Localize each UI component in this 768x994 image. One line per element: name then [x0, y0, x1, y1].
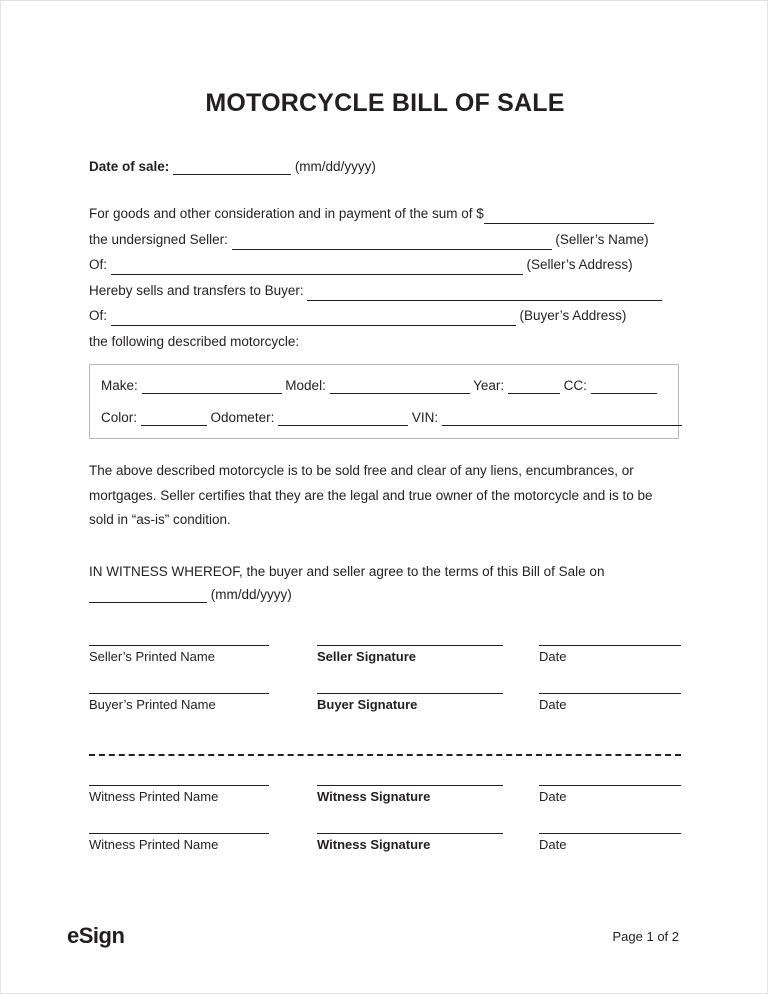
buyer-name-input[interactable] [307, 282, 662, 301]
signature-rule [539, 785, 681, 786]
motorcycle-details-box [89, 364, 679, 439]
signature-row-seller [89, 645, 681, 693]
witness-row-1 [89, 785, 681, 833]
color-label: Color: [101, 410, 138, 425]
make-label: Make: [101, 378, 138, 393]
body-line-suffix: (Buyer’s Address) [515, 308, 627, 323]
body-line [89, 282, 681, 301]
esign-logo-e: e [67, 923, 79, 948]
signature-rule [539, 693, 681, 694]
date-of-sale-format-hint: (mm/dd/yyyy) [294, 159, 376, 174]
cc-input[interactable] [591, 378, 657, 394]
body-line-text: the undersigned Seller: [89, 231, 232, 247]
seller-date-cell[interactable] [539, 645, 681, 664]
buyer-signature-cell[interactable] [317, 693, 503, 712]
signature-rule [317, 645, 503, 646]
model-input[interactable] [330, 378, 470, 394]
page-number: Page 1 of 2 [612, 929, 679, 944]
agreement-body [89, 205, 681, 357]
page-title: MOTORCYCLE BILL OF SALE [205, 89, 565, 117]
body-line-text: For goods and other consideration and in payment of the sum of $ [89, 206, 484, 221]
signature-rule [89, 833, 269, 834]
buyer-date-cell[interactable] [539, 693, 681, 712]
body-line [89, 205, 681, 224]
signature-rule [317, 785, 503, 786]
agreement-date-input[interactable] [89, 587, 207, 603]
signature-rule [89, 693, 269, 694]
year-label: Year: [473, 378, 505, 393]
vin-label: VIN: [411, 410, 439, 425]
body-line [89, 333, 681, 351]
witness-date-label: Date [539, 837, 567, 852]
motorcycle-details-row-2 [101, 410, 682, 426]
seller-date-label: Date [539, 649, 567, 664]
cc-label: CC: [563, 378, 587, 393]
seller-printed-name-label: Seller’s Printed Name [89, 649, 215, 664]
seller-address-input[interactable] [111, 256, 523, 275]
body-line-text: the following described motorcycle: [89, 333, 300, 349]
witness-printed-name-label: Witness Printed Name [89, 837, 219, 852]
agreement-date-format-hint: (mm/dd/yyyy) [210, 587, 292, 602]
signature-rule [539, 833, 681, 834]
signature-rule [89, 785, 269, 786]
witness-section [89, 785, 681, 881]
signature-rule [89, 645, 269, 646]
model-label: Model: [285, 378, 326, 393]
make-input[interactable] [142, 378, 282, 394]
seller-name-input[interactable] [232, 231, 552, 250]
seller-printed-name-cell[interactable] [89, 645, 269, 664]
section-divider [89, 754, 681, 756]
witness-signature-cell[interactable] [317, 785, 503, 804]
witness-printed-name-label: Witness Printed Name [89, 789, 219, 804]
body-line [89, 231, 681, 250]
signature-rule [539, 645, 681, 646]
year-input[interactable] [508, 378, 560, 394]
witness-signature-label: Witness Signature [317, 837, 431, 852]
sum-input[interactable] [484, 205, 654, 224]
odometer-label: Odometer: [210, 410, 275, 425]
body-line-text: Hereby sells and transfers to Buyer: [89, 282, 308, 298]
agreement-date-line [89, 587, 292, 603]
buyer-printed-name-label: Buyer’s Printed Name [89, 697, 216, 712]
buyer-printed-name-cell[interactable] [89, 693, 269, 712]
signature-section [89, 645, 681, 741]
body-line [89, 307, 681, 326]
color-input[interactable] [141, 410, 207, 426]
buyer-signature-label: Buyer Signature [317, 697, 418, 712]
vin-input[interactable] [442, 410, 682, 426]
seller-signature-cell[interactable] [317, 645, 503, 664]
witness-printed-name-cell[interactable] [89, 785, 269, 804]
buyer-date-label: Date [539, 697, 567, 712]
witness-row-2 [89, 833, 681, 881]
body-line-text: Of: [89, 308, 111, 323]
body-line [89, 256, 681, 275]
motorcycle-details-row-1 [101, 378, 657, 394]
as-is-paragraph: The above described motorcycle is to be sold free and clear of any liens, encumbrances, or mortgages. Seller certifies that they are the legal and true owner of the motorcycle and is to be sold in “as-is” condition. [89, 463, 653, 527]
signature-row-buyer [89, 693, 681, 741]
date-of-sale-input[interactable] [173, 159, 291, 175]
witness-signature-label: Witness Signature [317, 789, 431, 804]
esign-logo-sign: Sign [78, 923, 125, 948]
witness-date-cell[interactable] [539, 833, 681, 852]
body-line-text: Of: [89, 257, 111, 272]
body-line-suffix: (Seller’s Address) [522, 257, 633, 272]
odometer-input[interactable] [278, 410, 408, 426]
body-line-suffix: (Seller’s Name) [551, 231, 649, 247]
signature-rule [317, 693, 503, 694]
witness-date-label: Date [539, 789, 567, 804]
witness-printed-name-cell[interactable] [89, 833, 269, 852]
esign-logo [67, 923, 124, 949]
date-of-sale-label: Date of sale: [89, 159, 170, 174]
signature-rule [317, 833, 503, 834]
witness-signature-cell[interactable] [317, 833, 503, 852]
buyer-address-input[interactable] [111, 307, 516, 326]
witness-date-cell[interactable] [539, 785, 681, 804]
date-of-sale-line [89, 159, 376, 175]
witness-whereof-paragraph: IN WITNESS WHEREOF, the buyer and seller agree to the terms of this Bill of Sale on [89, 564, 605, 579]
seller-signature-label: Seller Signature [317, 649, 416, 664]
